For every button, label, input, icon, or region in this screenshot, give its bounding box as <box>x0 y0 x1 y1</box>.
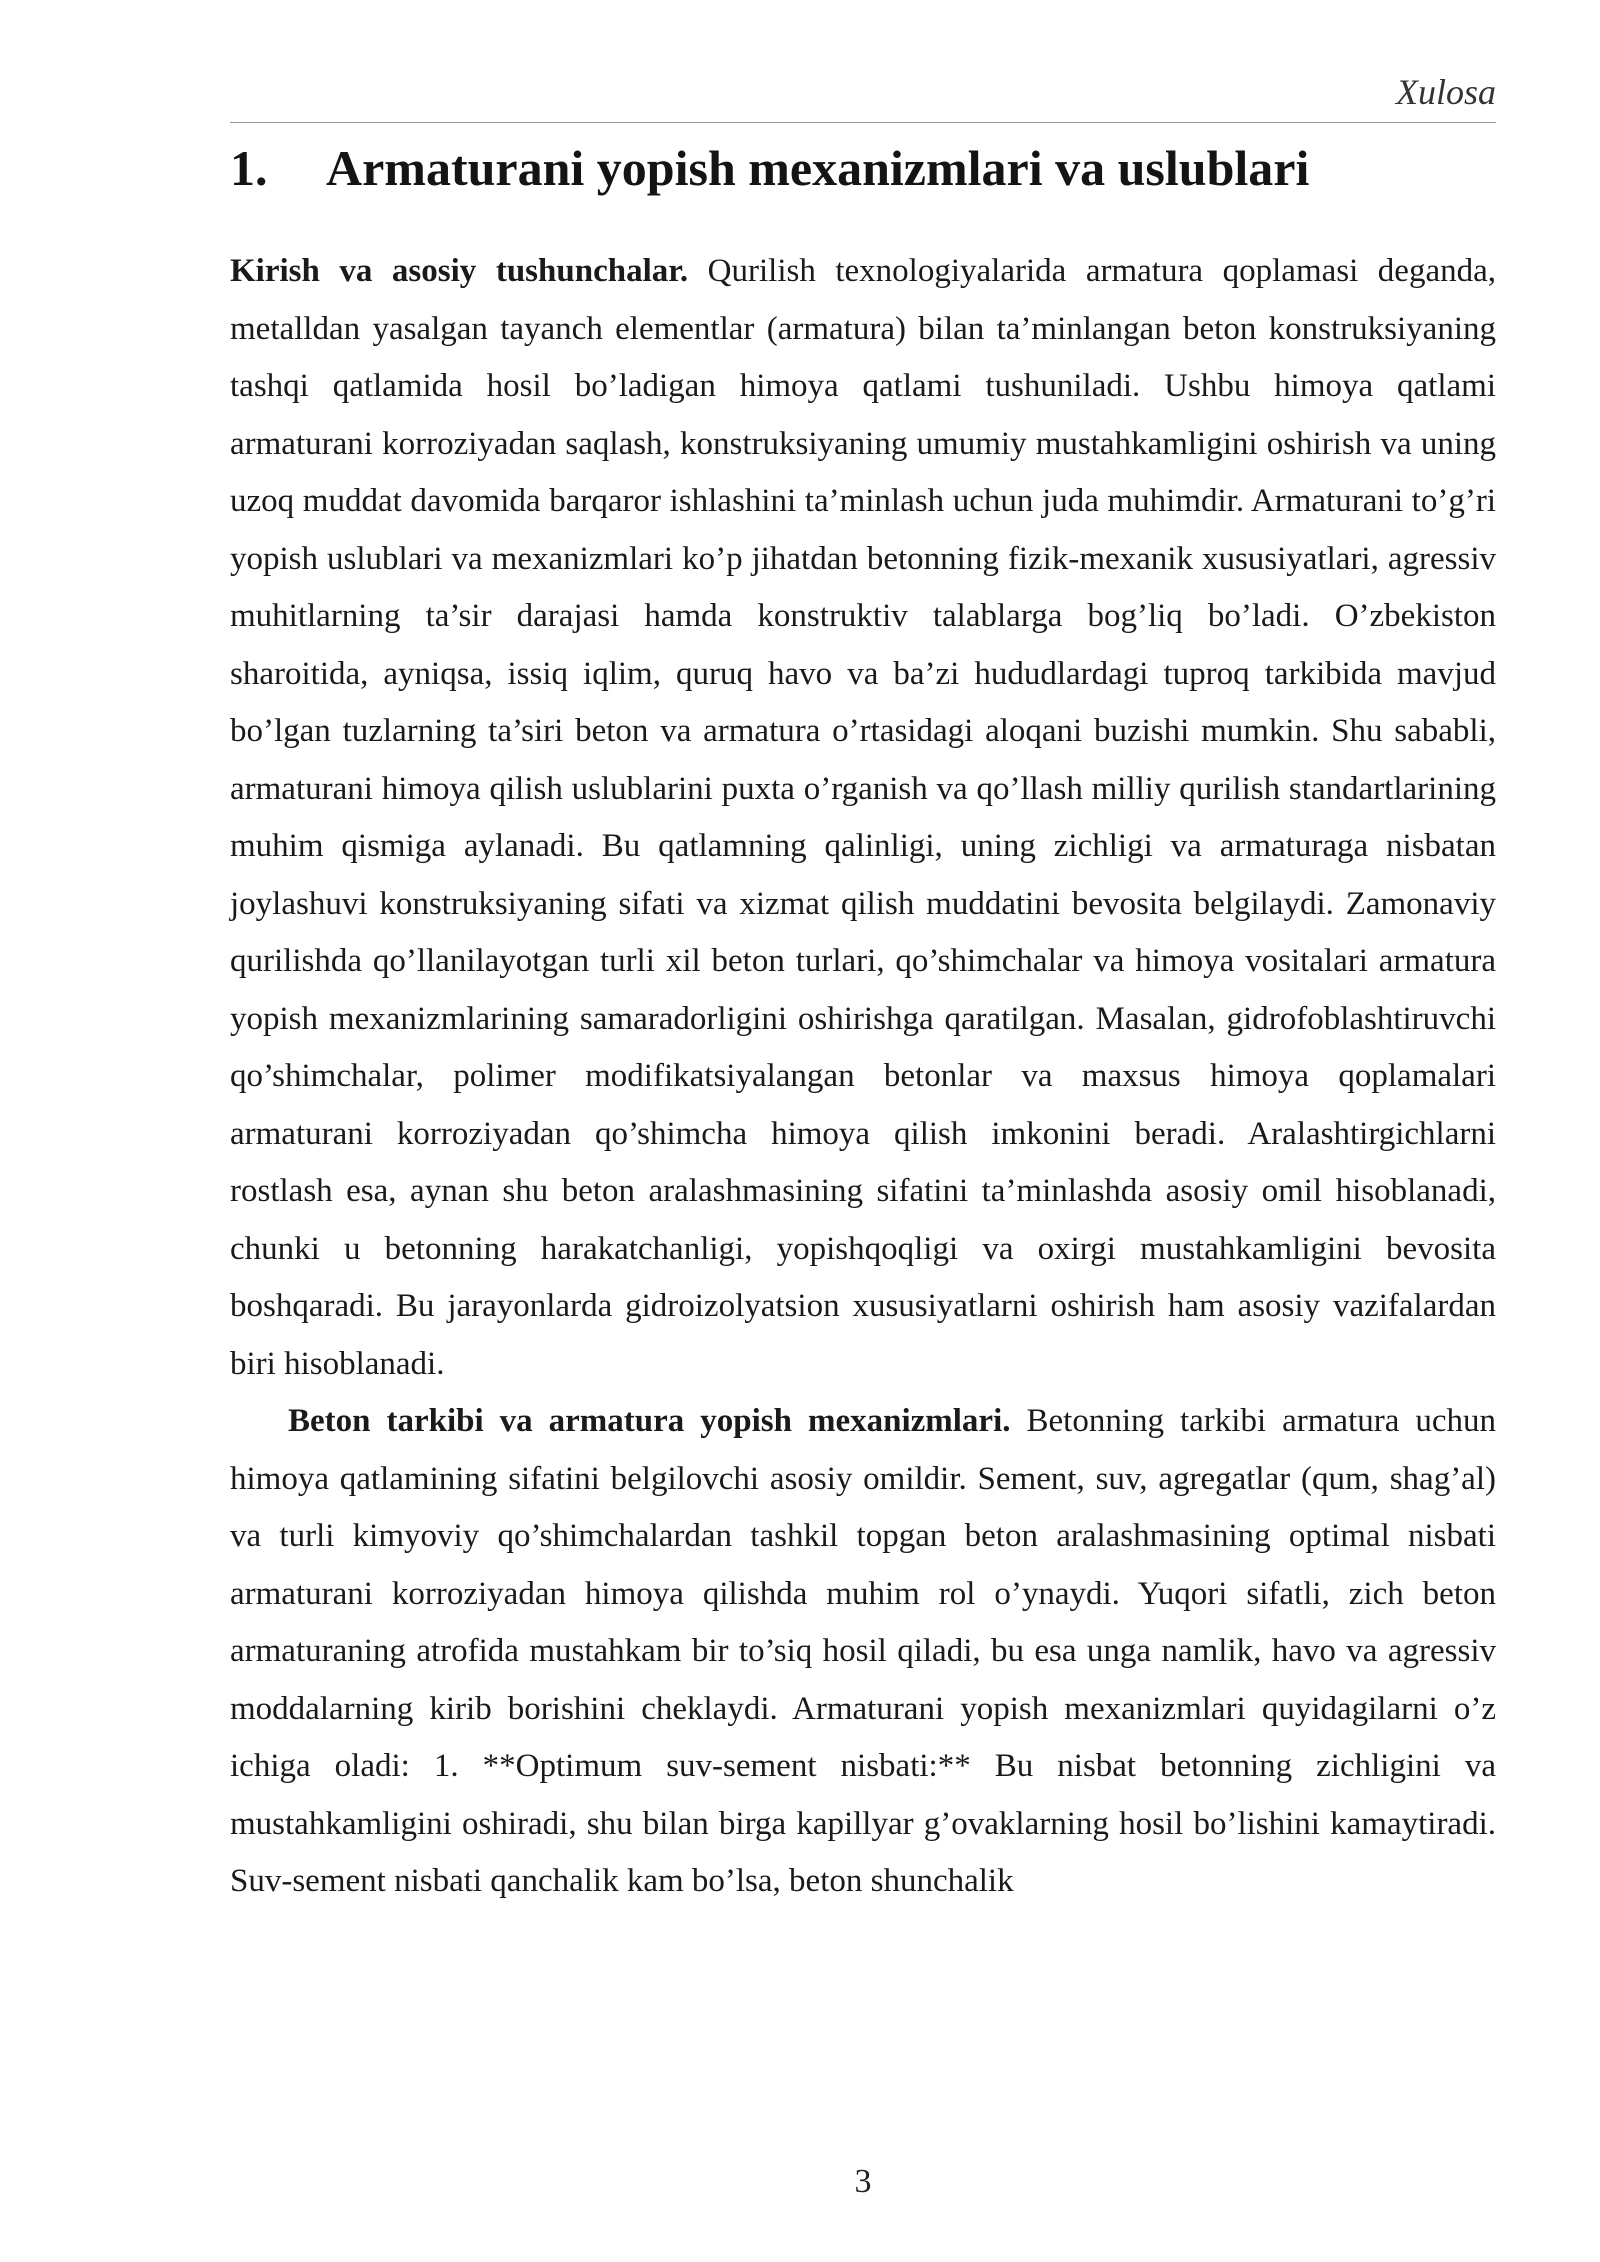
paragraph-heading: Kirish va asosiy tushunchalar. <box>230 253 689 289</box>
paragraph-body: Betonning tarkibi armatura uchun himoya qatlamining sifatini belgilovchi asosiy omildir. Sement, suv, agregatlar (qum, shag’al) va turli kimyoviy qo’shimchalardan tashkil topgan beton aralashmasining optimal nisbati armaturani korroziyadan himoya qilishda muhim rol o’ynaydi. Yuqori sifatli, zich beton armaturaning atrofida mustahkam bir to’siq hosil qiladi, bu esa unga namlik, havo va agressiv moddalarning kirib borishini cheklaydi. Armaturani yopish mexanizmlari quyidagilarni o’z ichiga oladi: 1. **Optimum suv-sement nisbati:** Bu nisbat betonning zichligini va mustahkamligini oshiradi, shu bilan birga kapillyar g’ovaklarning hosil bo’lishini kamaytiradi. Suv-sement nisbati qanchalik kam bo’lsa, beton shunchalik <box>230 1403 1497 1899</box>
paragraph-concrete-composition <box>230 1393 1496 1911</box>
paragraph-heading: Beton tarkibi va armatura yopish mexanizmlari. <box>288 1403 1011 1439</box>
header-divider <box>230 122 1496 123</box>
paragraph-body: Qurilish texnologiyalarida armatura qoplamasi deganda, metalldan yasalgan tayanch elementlar (armatura) bilan ta’minlangan beton konstruksiyaning tashqi qatlamida hosil bo’ladigan himoya qatlami tushuniladi. Ushbu himoya qatlami armaturani korroziyadan saqlash, konstruksiyaning umumiy mustahkamligini oshirish va uning uzoq muddat davomida barqaror ishlashini ta’minlash uchun juda muhimdir. Armaturani to’g’ri yopish uslublari va mexanizmlari ko’p jihatdan betonning fizik-mexanik xususiyatlari, agressiv muhitlarning ta’sir darajasi hamda konstruktiv talablarga bog’liq bo’ladi. O’zbekiston sharoitida, ayniqsa, issiq iqlim, quruq havo va ba’zi hududlardagi tuproq tarkibida mavjud bo’lgan tuzlarning ta’siri beton va armatura o’rtasidagi aloqani buzishi mumkin. Shu sababli, armaturani himoya qilish uslublarini puxta o’rganish va qo’llash milliy qurilish standartlarining muhim qismiga aylanadi. Bu qatlamning qalinligi, uning zichligi va armaturaga nisbatan joylashuvi konstruksiyaning sifati va xizmat qilish muddatini bevosita belgilaydi. Zamonaviy qurilishda qo’llanilayotgan turli xil beton turlari, qo’shimchalar va himoya vositalari armatura yopish mexanizmlarining samaradorligini oshirishga qaratilgan. Masalan, gidrofoblashtiruvchi qo’shimchalar, polimer modifikatsiyalangan betonlar va maxsus himoya qoplamalari armaturani korroziyadan qo’shimcha himoya qilish imkonini beradi. Aralashtirgichlarni rostlash esa, aynan shu beton aralashmasining sifatini ta’minlashda asosiy omil hisoblanadi, chunki u betonning harakatchanligi, yopishqoqligi va oxirgi mustahkamligini bevosita boshqaradi. Bu jarayonlarda gidroizolyatsion xususiyatlarni oshirish ham asosiy vazifalardan biri hisoblanadi. <box>230 253 1496 1382</box>
running-header: Xulosa <box>1395 72 1496 112</box>
body-text <box>230 243 1496 1911</box>
document-page <box>230 0 1496 2262</box>
paragraph-introduction <box>230 243 1496 1393</box>
chapter-title-text: Armaturani yopish mexanizmlari va uslublari <box>326 140 1310 196</box>
chapter-title <box>230 134 1496 202</box>
page-number: 3 <box>854 2163 872 2200</box>
chapter-number: 1. <box>230 140 268 196</box>
